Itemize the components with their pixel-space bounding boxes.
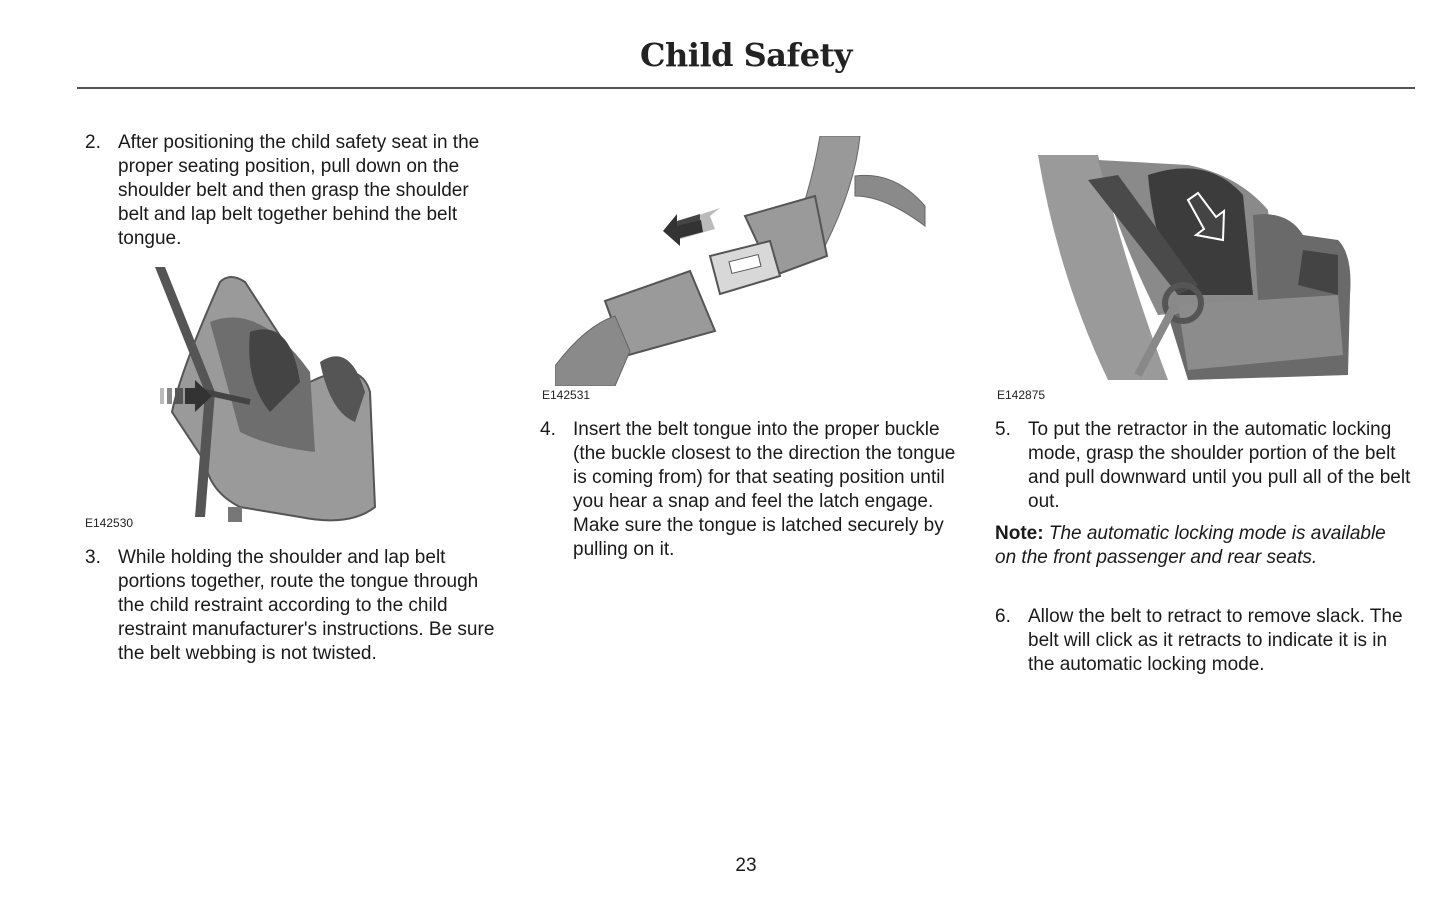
note-label: Note: [995, 523, 1044, 544]
note-text: The automatic locking mode is available on the front passenger and rear seats. [995, 523, 1386, 568]
step-text: After positioning the child safety seat in the proper seating position, pull down on the shoulder belt and then grasp the shoulder belt and lap belt together behind the belt tongue. [118, 132, 480, 249]
page-title: Child Safety [640, 36, 852, 74]
step-number: 2. [85, 132, 101, 153]
step-number: 6. [995, 606, 1011, 627]
figure-id: E142875 [997, 388, 1046, 402]
step-text: To put the retractor in the automatic locking mode, grasp the shoulder portion of the belt and pull downward until you pull all of the belt out. [1028, 419, 1411, 512]
belt-buckle-illustration [555, 136, 927, 386]
child-seat-shoulder-belt-illustration [150, 262, 385, 527]
note [995, 522, 1405, 570]
step-text: Insert the belt tongue into the proper buckle (the buckle closest to the direction the tongue is coming from) for that seating position until you hear a snap and feel the latch engage. Make sure the tongue is latched securely by pulling on it. [573, 419, 956, 560]
step-number: 5. [995, 419, 1011, 440]
retractor-lock-illustration [1038, 155, 1353, 380]
header-rule [77, 87, 1415, 89]
figure-id: E142530 [85, 516, 134, 530]
step-number: 3. [85, 547, 101, 568]
step-text: Allow the belt to retract to remove slack. The belt will click as it retracts to indicate it is in the automatic locking mode. [1028, 606, 1403, 675]
page-number: 23 [735, 855, 757, 876]
figure-id: E142531 [542, 388, 591, 402]
step-text: While holding the shoulder and lap belt portions together, route the tongue through the child restraint according to the child restraint manufacturer's instructions. Be sure the belt webbing is not twisted. [118, 547, 495, 664]
step-number: 4. [540, 419, 556, 440]
